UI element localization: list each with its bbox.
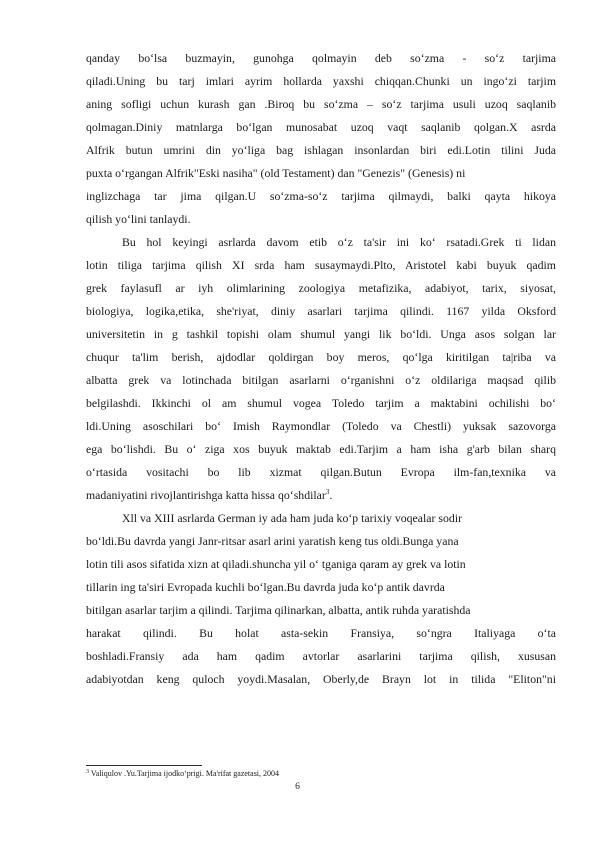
text-line: o‘rtasida vositachi bo lib xizmat qilgan.Butun Evropa ilm-fan,texnika va: [86, 465, 556, 479]
text-line: boshladi.Fransiy ada ham qadim avtorlar asarlarini tarjima qilish, xususan: [86, 649, 556, 663]
text-line: ldi.Uning asoschilari bo‘ Imish Raymondlar (Toledo va Chestli) yuksak sazovorga: [86, 419, 556, 433]
text-line-content: madaniyatini rivojlantirishga katta hissa qo‘shdilar: [86, 488, 326, 502]
text-line: albatta grek va lotinchada bitilgan asarlarni o‘rganishni o‘z oldilariga maqsad qilib: [86, 373, 556, 387]
text-line: tillarin ing ta'siri Evropada kuchli bo‘lgan.Bu davrda juda ko‘p antik davrda: [86, 580, 445, 594]
text-line: inglizchaga tar jima qilgan.U so‘zma-so‘z tarjima qilmaydi, balki qayta hikoya: [86, 189, 556, 203]
text-line: aning sofligi uchun kurash gan .Biroq bu so‘zma – so‘z tarjima usuli uzoq saqlanib: [86, 97, 556, 111]
text-line: bo‘ldi.Bu davrda yangi Janr-ritsar asarl arini yaratish keng tus oldi.Bunga yana: [86, 534, 459, 548]
text-line: qilish yo‘lini tanlaydi.: [86, 212, 191, 226]
text-line: harakat qilindi. Bu holat asta-sekin Fransiya, so‘ngra Italiyaga o‘ta: [86, 626, 556, 640]
text-line: madaniyatini rivojlantirishga katta hissa qo‘shdilar$^3$.: [86, 488, 333, 502]
text-line: ega bo‘lishdi. Bu o‘ ziga xos buyuk maktab edi.Tarjim a ham isha g'arb bilan sharq: [86, 442, 556, 456]
text-line: qiladi.Uning bu tarj imlari ayrim hollarda yaxshi chiqqan.Chunki un ingo‘zi tarjim: [86, 74, 556, 88]
page-number: 6: [295, 782, 300, 792]
text-line: universitetin in g tashkil topishi olam shumul yangi lik bo‘ldi. Unga asos solgan lar: [86, 327, 556, 341]
text-line: Alfrik butun umrini din yo‘liga bag ishlagan insonlardan biri edi.Lotin tilini Juda: [86, 143, 556, 157]
text-line: chuqur ta'lim berish, ajdodlar qoldirgan boy meros, qo‘lga kiritilgan ta|riba va: [86, 350, 556, 364]
footnote-divider: [86, 765, 202, 766]
text-line: qanday bo‘lsa buzmayin, gunohga qolmayin deb so‘zma - so‘z tarjima: [86, 51, 556, 65]
footnote-text: Valiqulov .Yu.Tarjima ijodko‘prigi. Ma'rifat gazetasi, 2004: [89, 769, 280, 778]
text-line: biologiya, logika,etika, she'riyat, diniy asarlari tarjima qilindi. 1167 yilda Oksford: [86, 304, 556, 318]
text-line: belgilashdi. Ikkinchi ol am shumul vogea Toledo tarjim a maktabini ochilishi bo‘: [86, 396, 556, 410]
footnote-marker: 3: [86, 769, 89, 775]
text-line: lotin tiliga tarjima qilish XI srda ham susaymaydi.Plto, Aristotel kabi buyuk qadim: [86, 258, 556, 272]
footnote: [86, 769, 556, 779]
text-line: puxta o‘rgangan Alfrik"Eski nasiha" (old Testament) dan "Genezis" (Genesis) ni: [86, 166, 466, 180]
text-line: lotin tili asos sifatida xizn at qiladi.shuncha yil o‘ tganiga qaram ay grek va lotin: [86, 557, 466, 571]
text-line: Xll va XIII asrlarda German iy ada ham juda ko‘p tarixiy voqealar sodir: [122, 511, 463, 525]
text-line: adabiyotdan keng quloch yoydi.Masalan, Oberly,de Brayn lot in tilida "Eliton"ni: [86, 672, 556, 686]
text-line: grek faylasufl ar iyh olimlarining zoologiya metafizika, adabiyot, tarix, siyosat,: [86, 281, 556, 295]
text-line: qolmagan.Diniy matnlarga bo‘lgan munosabat uzoq vaqt saqlanib qolgan.X asrda: [86, 120, 556, 134]
footnote-reference: 3: [325, 488, 330, 496]
text-line: bitilgan asarlar tarjim a qilindi. Tarjima qilinarkan, albatta, antik ruhda yaratishda: [86, 603, 471, 617]
text-line: Bu hol keyingi asrlarda davom etib o‘z ta'sir ini ko‘ rsatadi.Grek ti lidan: [122, 235, 556, 249]
